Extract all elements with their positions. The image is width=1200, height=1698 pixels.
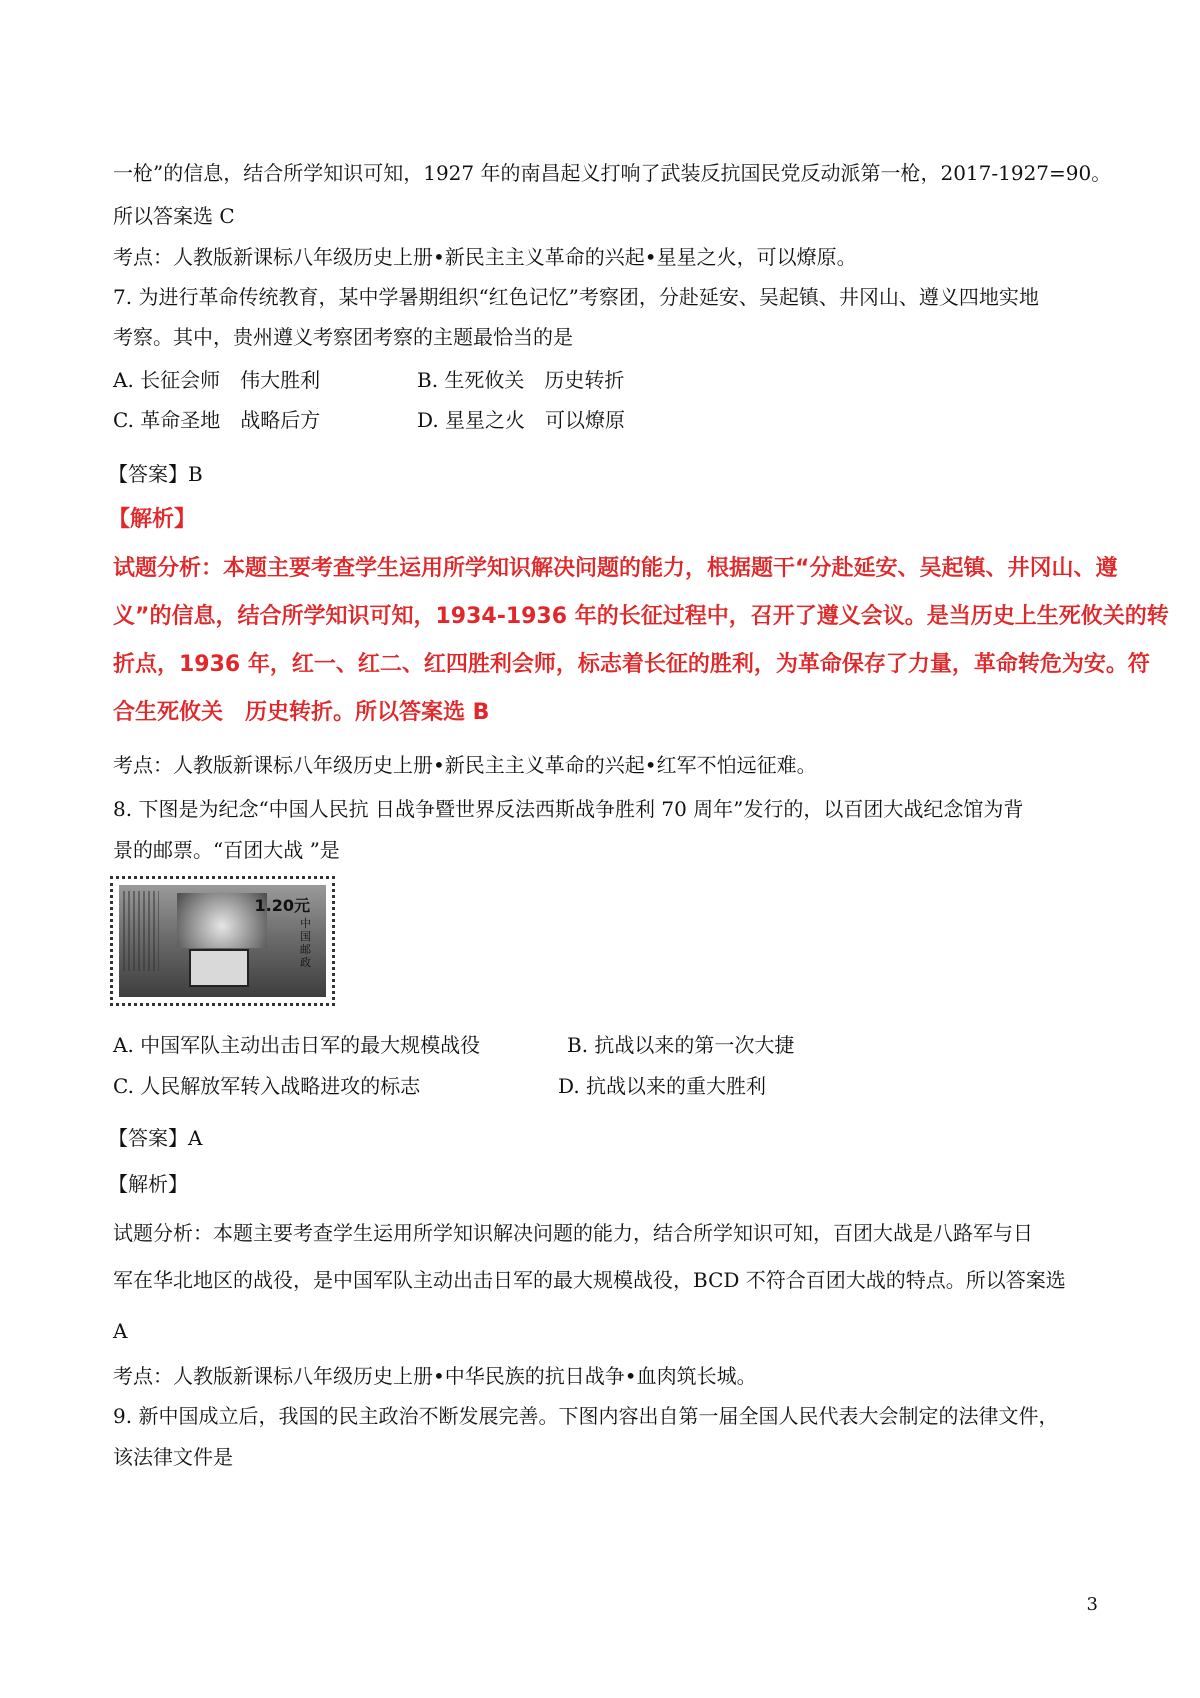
q8-option-a: A. 中国军队主动出击日军的最大规模战役 xyxy=(113,1033,481,1057)
q7-analysis-line-3: 折点，1936 年，红一、红二、红四胜利会师，标志着长征的胜利，为革命保存了力量，革命转危为安。符 xyxy=(113,652,1150,677)
q8-analysis-line-2: 军在华北地区的战役，是中国军队主动出击日军的最大规模战役，BCD 不符合百团大战的特点。所以答案选 xyxy=(113,1268,1066,1292)
q7-analysis-line-1: 试题分析：本题主要考查学生运用所学知识解决问题的能力，根据题干“分赴延安、吴起镇、井冈山、遵 xyxy=(113,556,1118,581)
q8-option-b: B. 抗战以来的第一次大捷 xyxy=(567,1033,795,1057)
q8-point: 考点：人教版新课标八年级历史上册•中华民族的抗日战争•血肉筑长城。 xyxy=(113,1364,757,1388)
line-prev-answer: 所以答案选 C xyxy=(113,204,235,228)
q7-point: 考点：人教版新课标八年级历史上册•新民主主义革命的兴起•红军不怕远征难。 xyxy=(113,753,817,777)
q9-stem-2: 该法律文件是 xyxy=(113,1445,233,1469)
q7-option-a: A. 长征会师 伟大胜利 xyxy=(113,368,321,392)
stamp-statue xyxy=(177,893,267,948)
stamp-country: 中国邮政 xyxy=(300,917,311,969)
q8-option-c: C. 人民解放军转入战略进攻的标志 xyxy=(113,1074,421,1098)
q8-answer: 【答案】A xyxy=(108,1126,203,1150)
stamp-side-text xyxy=(123,891,159,971)
page-number: 3 xyxy=(1086,1594,1098,1615)
q8-stem-1: 8. 下图是为纪念“中国人民抗 日战争暨世界反法西斯战争胜利 70 周年”发行的，以百团大战纪念馆为背 xyxy=(113,797,1024,821)
q7-option-b: B. 生死攸关 历史转折 xyxy=(417,368,625,392)
q8-stem-2: 景的邮票。“百团大战 ”是 xyxy=(113,838,340,862)
stamp-value: 1.20元 xyxy=(254,896,310,915)
q8-analysis-line-1: 试题分析：本题主要考查学生运用所学知识解决问题的能力，结合所学知识可知，百团大战是八路军与日 xyxy=(113,1221,1033,1245)
q9-stem-1: 9. 新中国成立后，我国的民主政治不断发展完善。下图内容出自第一届全国人民代表大会制定的法律文件， xyxy=(113,1404,1059,1428)
q7-answer: 【答案】B xyxy=(108,462,203,486)
q8-analysis-title: 【解析】 xyxy=(108,1172,188,1196)
q7-option-d: D. 星星之火 可以燎原 xyxy=(417,408,626,432)
q7-analysis-title: 【解析】 xyxy=(108,507,197,532)
line-prev-point: 考点：人教版新课标八年级历史上册•新民主主义革命的兴起•星星之火，可以燎原。 xyxy=(113,245,857,269)
stamp-hall xyxy=(189,949,249,987)
q8-analysis-line-3: A xyxy=(113,1319,128,1343)
line-prev-end: 一枪”的信息，结合所学知识可知，1927 年的南昌起义打响了武装反抗国民党反动派第一枪，2017-1927=90。 xyxy=(113,161,1112,185)
stamp-image xyxy=(110,876,335,1006)
q7-stem-2: 考察。其中，贵州遵义考察团考察的主题最恰当的是 xyxy=(113,325,573,349)
q8-option-d: D. 抗战以来的重大胜利 xyxy=(558,1074,767,1098)
q7-analysis-line-2: 义”的信息，结合所学知识可知，1934-1936 年的长征过程中，召开了遵义会议。是当历史上生死攸关的转 xyxy=(113,604,1169,629)
q7-analysis-line-4: 合生死攸关 历史转折。所以答案选 B xyxy=(113,700,490,725)
q7-option-c: C. 革命圣地 战略后方 xyxy=(113,408,321,432)
q7-stem-1: 7. 为进行革命传统教育，某中学暑期组织“红色记忆”考察团，分赴延安、吴起镇、井冈山、遵义四地实地 xyxy=(113,285,1039,309)
